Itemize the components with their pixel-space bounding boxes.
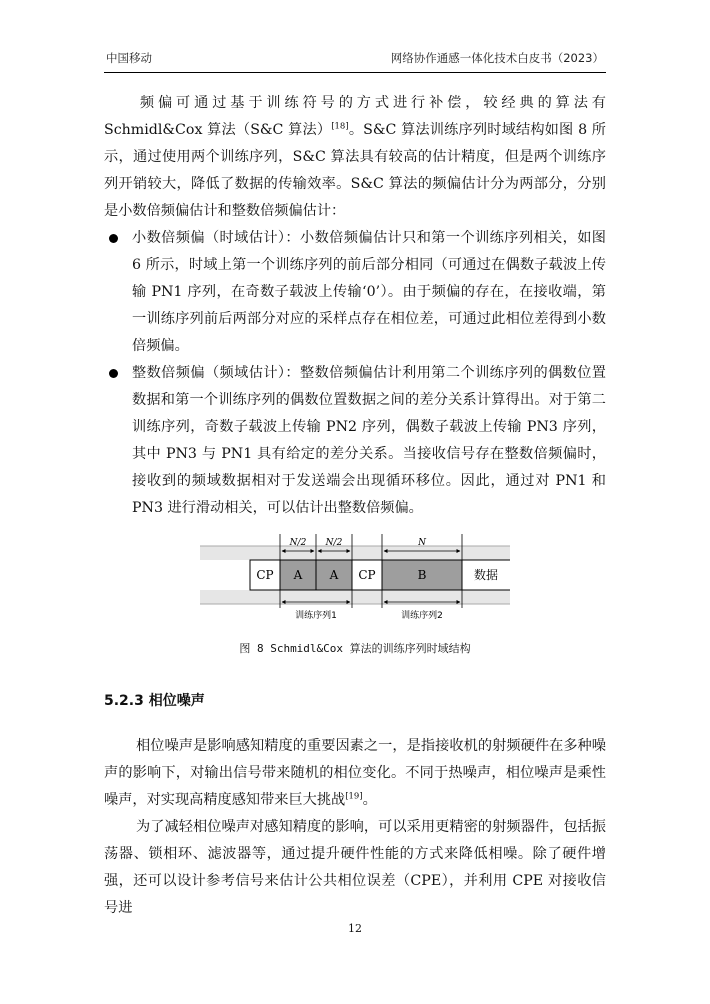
cell-label-a-1: A [293, 568, 303, 582]
training-sequence-diagram [200, 532, 510, 628]
page-number: 12 [348, 922, 362, 935]
paragraph-text: 频偏可通过基于训练符号的方式进行补偿，较经典的算法有 Schmidl&Cox 算法（S&C 算法） [104, 95, 606, 138]
section-heading: 5.2.3 相位噪声 [104, 693, 205, 709]
label-n-half-1: N/2 [289, 538, 307, 548]
figure-training-sequence-structure [200, 532, 510, 628]
label-training-seq-1: 训练序列1 [295, 611, 337, 621]
paragraph-text-continued: 。 [362, 792, 377, 808]
paragraph-phase-noise [104, 733, 606, 814]
page-header [104, 44, 606, 73]
cell-label-cp-2: CP [358, 568, 376, 582]
paragraph-text-continued: 。S&C 算法训练序列时域结构如图 8 所示，通过使用两个训练序列，S&C 算法具有较高的估计精度，但是两个训练序列开销较大，降低了数据的传输效率。S&C 算法的频偏估计分为两部分，分别是小数倍频偏估计和整数倍频偏估计： [104, 122, 606, 219]
label-training-seq-2: 训练序列2 [401, 611, 443, 621]
header-organization: 中国移动 [106, 51, 152, 65]
bullet-text: 整数倍频偏（频域估计）：整数倍频偏估计利用第二个训练序列的偶数位置数据和第一个训练序列的偶数位置数据之间的差分关系计算得出。对于第二训练序列，奇数子载波上传输 PN2 序列，偶数子载波上传输 PN3 序列，其中 PN3 与 PN1 具有给定的差分关系。当接收信号存在整数倍频偏时，接收到的频域数据相对于发送端会出现循环移位。因此，通过对 PN1 和 PN3 进行滑动相关，可以估计出整数倍频偏。 [132, 365, 606, 516]
bullet-item-fractional-offset [104, 225, 606, 360]
bullet-icon [109, 369, 118, 378]
cell-label-b: B [417, 568, 427, 582]
citation-19: [19] [345, 791, 363, 802]
header-document-title: 网络协作通感一体化技术白皮书（2023） [390, 51, 604, 65]
label-n-half-2: N/2 [325, 538, 343, 548]
paragraph-phase-noise-mitigation [104, 814, 606, 922]
figure-caption: 图 8 Schmidl&Cox 算法的训练序列时域结构 [239, 642, 471, 655]
bullet-item-integer-offset [104, 360, 606, 522]
bullet-text: 小数倍频偏（时域估计）：小数倍频偏估计只和第一个训练序列相关，如图 6 所示，时域上第一个训练序列的前后部分相同（可通过在偶数子载波上传输 PN1 序列，在奇数子载波上传输‘0’）。由于频偏的存在，在接收端，第一训练序列前后两部分对应的采样点存在相位差，可通过此相位差得到小数倍频偏。 [132, 230, 606, 354]
bullet-icon [109, 234, 118, 243]
cell-label-cp-1: CP [256, 568, 274, 582]
paragraph-text: 为了减轻相位噪声对感知精度的影响，可以采用更精密的射频器件，包括振荡器、锁相环、滤波器等，通过提升硬件性能的方式来降低相噪。除了硬件增强，还可以设计参考信号来估计公共相位误差（CPE），并利用 CPE 对接收信号进 [104, 819, 606, 916]
cell-label-data: 数据 [473, 568, 499, 582]
label-n: N [418, 538, 426, 548]
citation-18: [18] [331, 121, 349, 132]
cell-label-a-2: A [329, 568, 339, 582]
paragraph-frequency-offset [104, 90, 606, 225]
paragraph-text: 相位噪声是影响感知精度的重要因素之一，是指接收机的射频硬件在多种噪声的影响下，对输出信号带来随机的相位变化。不同于热噪声，相位噪声是乘性噪声，对实现高精度感知带来巨大挑战 [104, 738, 606, 808]
